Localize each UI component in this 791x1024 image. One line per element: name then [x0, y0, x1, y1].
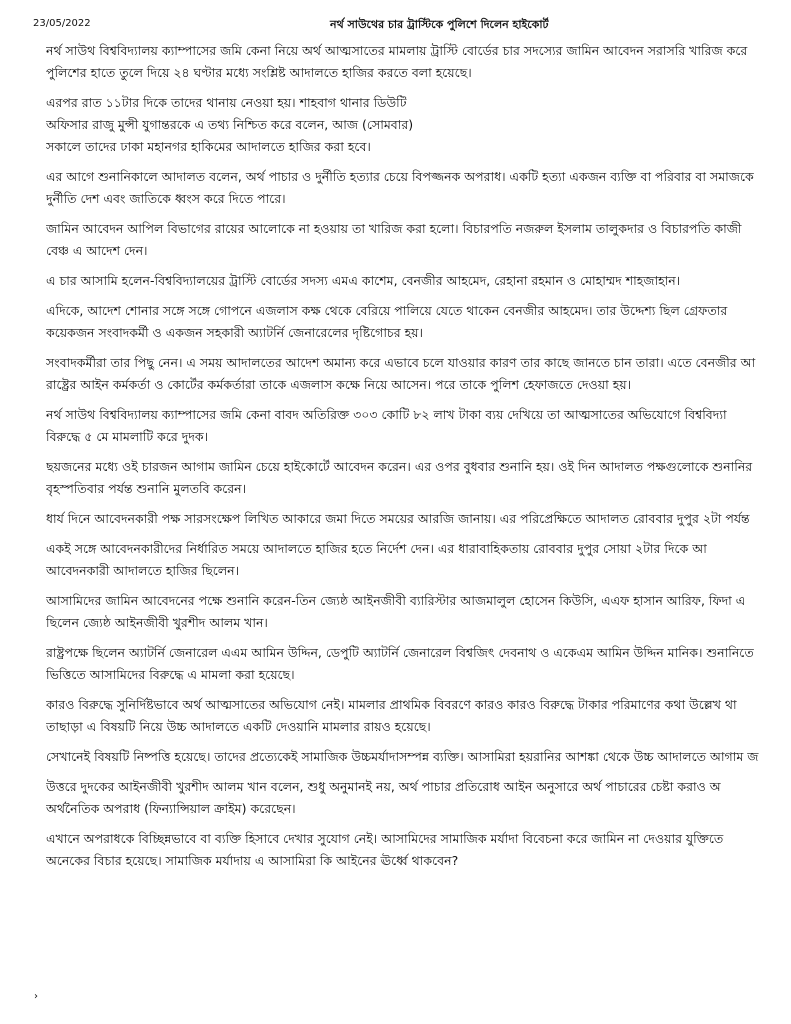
article-paragraph	[46, 694, 791, 738]
article-paragraph	[46, 746, 791, 768]
article-paragraph	[46, 300, 791, 344]
paragraph-line: নর্থ সাউথ বিশ্ববিদ্যালয় ক্যাম্পাসের জমি কেনা নিয়ে অর্থ আত্মসাতের মামলায় ট্রাস্টি বোর্ডের চার সদস্যের জামিন আবেদন সরাসরি খারিজ করে	[46, 43, 748, 58]
paragraph-line: অর্থনৈতিক অপরাধ (ফিন্যান্সিয়াল ক্রাইম) করেছেন।	[46, 801, 296, 816]
article-paragraph	[46, 776, 791, 820]
paragraph-line: সেখানেই বিষয়টি নিষ্পত্তি হয়েছে। তাদের প্রত্যেকেই সামাজিক উচ্চমর্যাদাসম্পন্ন ব্যক্তি। আসামিরা হয়রানির আশঙ্কা থেকে উচ্চ আদালতে আগাম জ	[46, 749, 759, 764]
article-paragraph	[46, 92, 791, 158]
margin-mark: ›	[34, 991, 38, 1002]
paragraph-line: উত্তরে দুদকের আইনজীবী খুরশীদ আলম খান বলেন, শুধু অনুমানই নয়, অর্থ পাচার প্রতিরোধ আইন অনুসারে অর্থ পাচারের চেষ্টা করাও অ	[46, 779, 721, 794]
paragraph-line: আসামিদের জামিন আবেদনের পক্ষে শুনানি করেন-তিন জ্যেষ্ঠ আইনজীবী ব্যারিস্টার আজমালুল হোসেন কিউসি, এএফ হাসান আরিফ, ফিদা এ	[46, 593, 746, 608]
article-paragraph	[46, 642, 791, 686]
paragraph-line: অফিসার রাজু মুন্সী যুগান্তরকে এ তথ্য নিশ্চিত করে বলেন, আজ (সোমবার)	[46, 117, 414, 132]
paragraph-line: এদিকে, আদেশ শোনার সঙ্গে সঙ্গে গোপনে এজলাস কক্ষ থেকে বেরিয়ে পালিয়ে যেতে থাকেন বেনজীর আহমেদ। তার উদ্দেশ্য ছিল গ্রেফতার	[46, 303, 728, 318]
paragraph-line: বৃহস্পতিবার পর্যন্ত শুনানি মুলতবি করেন।	[46, 481, 247, 496]
paragraph-line: ছিলেন জ্যেষ্ঠ আইনজীবী খুরশীদ আলম খান।	[46, 615, 268, 630]
article-paragraph	[46, 166, 791, 210]
paragraph-line: অনেকের বিচার হয়েছে। সামাজিক মর্যাদায় এ আসামিরা কি আইনের ঊর্ধ্বে থাকবেন?	[46, 853, 459, 868]
article-paragraph	[46, 218, 791, 262]
article-paragraph	[46, 828, 791, 872]
article-paragraph	[46, 538, 791, 582]
paragraph-line: তাছাড়া এ বিষয়টি নিয়ে উচ্চ আদালতে একটি দেওয়ানি মামলার রায়ও হয়েছে।	[46, 719, 431, 734]
article-paragraph	[46, 590, 791, 634]
article-paragraph	[46, 456, 791, 500]
page-header	[0, 14, 791, 34]
paragraph-line: ধার্য দিনে আবেদনকারী পক্ষ সারসংক্ষেপ লিখিত আকারে জমা দিতে সময়ের আরজি জানায়। এর পরিপ্রেক্ষিতে আদালত রোববার দুপুর ২টা পর্যন্ত	[46, 511, 750, 526]
paragraph-line: আবেদনকারী আদালতে হাজির ছিলেন।	[46, 563, 240, 578]
article-paragraph	[46, 270, 791, 292]
article-title: নর্থ সাউথের চার ট্রাস্টিকে পুলিশে দিলেন হাইকোর্ট	[330, 18, 549, 31]
article-paragraph	[46, 508, 791, 530]
paragraph-line: এর আগে শুনানিকালে আদালত বলেন, অর্থ পাচার ও দুর্নীতি হত্যার চেয়ে বিপজ্জনক অপরাধ। একটি হত্যা একজন ব্যক্তি বা পরিবার বা সমাজকে	[46, 169, 754, 184]
paragraph-line: নর্থ সাউথ বিশ্ববিদ্যালয় ক্যাম্পাসের জমি কেনা বাবদ অতিরিক্ত ৩০৩ কোটি ৮২ লাখ টাকা ব্যয় দেখিয়ে তা আত্মসাতের অভিযোগে বিশ্ববিদ্যা	[46, 407, 727, 422]
paragraph-line: দুর্নীতি দেশ এবং জাতিকে ধ্বংস করে দিতে পারে।	[46, 191, 286, 206]
article-body	[46, 40, 791, 880]
paragraph-line: একই সঙ্গে আবেদনকারীদের নির্ধারিত সময়ে আদালতে হাজির হতে নির্দেশ দেন। এর ধারাবাহিকতায় রোববার দুপুর সোয়া ২টার দিকে আ	[46, 541, 707, 556]
article-paragraph	[46, 404, 791, 448]
paragraph-line: বিরুদ্ধে ৫ মে মামলাটি করে দুদক।	[46, 429, 209, 444]
paragraph-line: কয়েকজন সংবাদকর্মী ও একজন সহকারী অ্যাটর্নি জেনারেলের দৃষ্টিগোচর হয়।	[46, 325, 423, 340]
paragraph-line: ছয়জনের মধ্যে ওই চারজন আগাম জামিন চেয়ে হাইকোর্টে আবেদন করেন। এর ওপর বুধবার শুনানি হয়। ওই দিন আদালত পক্ষগুলোকে শুনানির	[46, 459, 753, 474]
paragraph-line: রাষ্ট্রের আইন কর্মকর্তা ও কোর্টের কর্মকর্তারা তাকে এজলাস কক্ষে নিয়ে আসেন। পরে তাকে পুলিশ হেফাজতে দেওয়া হয়।	[46, 377, 632, 392]
article-paragraph	[46, 40, 791, 84]
print-date: 23/05/2022	[33, 18, 91, 29]
article-paragraph	[46, 352, 791, 396]
paragraph-line: ভিত্তিতে আসামিদের বিরুদ্ধে এ মামলা করা হয়েছে।	[46, 667, 295, 682]
paragraph-line: বেঞ্চ এ আদেশ দেন।	[46, 243, 148, 258]
paragraph-line: কারও বিরুদ্ধে সুনির্দিষ্টভাবে অর্থ আত্মসাতের অভিযোগ নেই। মামলার প্রাথমিক বিবরণে কারও কারও বিরুদ্ধে টাকার পরিমাণের কথা উল্লেখ থা	[46, 697, 737, 712]
paragraph-line: এ চার আসামি হলেন-বিশ্ববিদ্যালয়ের ট্রাস্টি বোর্ডের সদস্য এমএ কাশেম, বেনজীর আহমেদ, রেহানা রহমান ও মোহাম্মদ শাহজাহান।	[46, 273, 681, 288]
paragraph-line: রাষ্ট্রপক্ষে ছিলেন অ্যাটর্নি জেনারেল এএম আমিন উদ্দিন, ডেপুটি অ্যাটর্নি জেনারেল বিশ্বজিৎ দেবনাথ ও একেএম আমিন উদ্দিন মানিক। শুনানিতে	[46, 645, 754, 660]
paragraph-line: জামিন আবেদন আপিল বিভাগের রায়ের আলোকে না হওয়ায় তা খারিজ করা হলো। বিচারপতি নজরুল ইসলাম তালুকদার ও বিচারপতি কাজী	[46, 221, 742, 236]
paragraph-line: সকালে তাদের ঢাকা মহানগর হাকিমের আদালতে হাজির করা হবে।	[46, 139, 371, 154]
paragraph-line: এরপর রাত ১১টার দিকে তাদের থানায় নেওয়া হয়। শাহবাগ থানার ডিউটি	[46, 95, 407, 110]
paragraph-line: এখানে অপরাধকে বিচ্ছিন্নভাবে বা ব্যক্তি হিসাবে দেখার সুযোগ নেই। আসামিদের সামাজিক মর্যাদা বিবেচনা করে জামিন না দেওয়ার যুক্তিতে	[46, 831, 724, 846]
paragraph-line: সংবাদকর্মীরা তার পিছু নেন। এ সময় আদালতের আদেশ অমান্য করে এভাবে চলে যাওয়ার কারণ তার কাছে জানতে চান তারা। এতে বেনজীর আ	[46, 355, 756, 370]
paragraph-line: পুলিশের হাতে তুলে দিয়ে ২৪ ঘণ্টার মধ্যে সংশ্লিষ্ট আদালতে হাজির করতে বলা হয়েছে।	[46, 65, 472, 80]
